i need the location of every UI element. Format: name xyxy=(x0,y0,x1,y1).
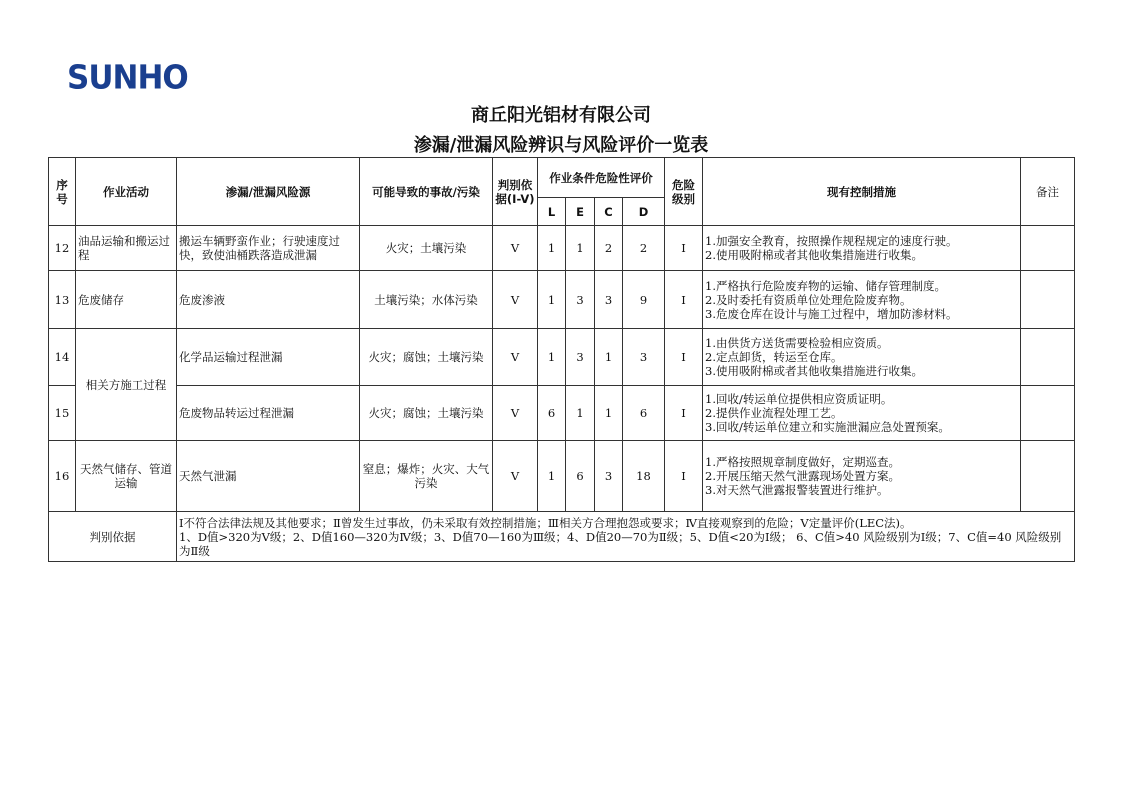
header-C: C xyxy=(595,198,623,226)
row-seq: 15 xyxy=(49,386,76,441)
header-row xyxy=(49,158,1075,198)
row-source: 搬运车辆野蛮作业；行驶速度过快，致使油桶跌落造成泄漏 xyxy=(177,226,360,271)
header-measures: 现有控制措施 xyxy=(703,158,1021,226)
row-accident: 火灾；土壤污染 xyxy=(360,226,493,271)
measure-line: 2.提供作业流程处理工艺。 xyxy=(705,406,843,420)
row-level: Ⅰ xyxy=(665,329,703,386)
measure-line: 1.由供货方送货需要检验相应资质。 xyxy=(705,336,889,350)
row-remark xyxy=(1021,226,1075,271)
row-L: 1 xyxy=(538,271,566,329)
measure-line: 3.回收/转运单位建立和实施泄漏应急处置预案。 xyxy=(705,420,950,434)
header-accident: 可能导致的事故/污染 xyxy=(360,158,493,226)
footer-criteria xyxy=(177,512,1075,562)
row-activity: 天然气储存、管道运输 xyxy=(76,441,177,512)
row-level: Ⅰ xyxy=(665,441,703,512)
row-accident: 土壤污染；水体污染 xyxy=(360,271,493,329)
header-level: 危险级别 xyxy=(665,158,703,226)
row-L: 1 xyxy=(538,441,566,512)
measure-line: 3.对天然气泄露报警装置进行维护。 xyxy=(705,483,889,497)
row-level: Ⅰ xyxy=(665,271,703,329)
row-C: 1 xyxy=(595,329,623,386)
measure-line: 1.严格按照规章制度做好，定期巡查。 xyxy=(705,455,900,469)
row-measures xyxy=(703,329,1021,386)
header-seq: 序号 xyxy=(49,158,76,226)
row-source: 化学品运输过程泄漏 xyxy=(177,329,360,386)
row-basis: V xyxy=(493,226,538,271)
measure-line: 1.加强安全教育，按照操作规程规定的速度行驶。 xyxy=(705,234,958,248)
row-basis: V xyxy=(493,441,538,512)
measure-line: 1.严格执行危险废弃物的运输、储存管理制度。 xyxy=(705,278,946,293)
measure-line: 2.开展压缩天然气泄露现场处置方案。 xyxy=(705,469,900,483)
row-D: 3 xyxy=(623,329,665,386)
header-remark: 备注 xyxy=(1021,158,1075,226)
header-L: L xyxy=(538,198,566,226)
table-row xyxy=(49,386,1075,441)
row-remark xyxy=(1021,271,1075,329)
row-level: Ⅰ xyxy=(665,386,703,441)
row-E: 3 xyxy=(566,271,595,329)
row-basis: V xyxy=(493,386,538,441)
header-basis: 判别依据(I-V) xyxy=(493,158,538,226)
footer-line: 1、D值>320为Ⅴ级；2、D值160—320为Ⅳ级；3、D值70—160为Ⅲ级；4、D值20—70为Ⅱ级；5、D值<20为Ⅰ级； 6、C值>40 风险级别为Ⅰ级；7、C值=40 风险级别为Ⅱ级 xyxy=(179,529,1062,558)
row-measures xyxy=(703,386,1021,441)
measure-line: 1.回收/转运单位提供相应资质证明。 xyxy=(705,392,893,406)
row-seq: 12 xyxy=(49,226,76,271)
measure-line: 2.定点卸货，转运至仓库。 xyxy=(705,350,843,364)
footer-label: 判别依据 xyxy=(49,512,177,562)
row-remark xyxy=(1021,386,1075,441)
row-seq: 16 xyxy=(49,441,76,512)
row-D: 2 xyxy=(623,226,665,271)
row-measures xyxy=(703,226,1021,271)
company-logo: SUNHO xyxy=(67,59,188,97)
header-source: 渗漏/泄漏风险源 xyxy=(177,158,360,226)
row-L: 6 xyxy=(538,386,566,441)
row-activity: 危废储存 xyxy=(76,271,177,329)
row-seq: 14 xyxy=(49,329,76,386)
risk-assessment-table xyxy=(48,157,1075,562)
row-remark xyxy=(1021,329,1075,386)
row-accident: 窒息；爆炸；火灾、大气污染 xyxy=(360,441,493,512)
row-accident: 火灾；腐蚀；土壤污染 xyxy=(360,386,493,441)
row-source: 危废渗液 xyxy=(177,271,360,329)
row-D: 9 xyxy=(623,271,665,329)
row-basis: V xyxy=(493,271,538,329)
table-title: 渗漏/泄漏风险辨识与风险评价一览表 xyxy=(413,135,709,156)
row-E: 1 xyxy=(566,386,595,441)
row-source: 危废物品转运过程泄漏 xyxy=(177,386,360,441)
row-measures xyxy=(703,271,1021,329)
measure-line: 3.危废仓库在设计与施工过程中，增加防渗材料。 xyxy=(705,306,958,321)
measure-line: 2.及时委托有资质单位处理危险废弃物。 xyxy=(705,292,912,307)
table-row xyxy=(49,329,1075,386)
footer-row xyxy=(49,512,1075,562)
row-D: 6 xyxy=(623,386,665,441)
row-basis: V xyxy=(493,329,538,386)
row-measures xyxy=(703,441,1021,512)
row-E: 6 xyxy=(566,441,595,512)
header-activity: 作业活动 xyxy=(76,158,177,226)
company-title: 商丘阳光铝材有限公司 xyxy=(471,105,651,126)
row-L: 1 xyxy=(538,329,566,386)
row-remark xyxy=(1021,441,1075,512)
row-C: 1 xyxy=(595,386,623,441)
row-E: 1 xyxy=(566,226,595,271)
table-row xyxy=(49,441,1075,512)
row-C: 3 xyxy=(595,441,623,512)
table-row xyxy=(49,226,1075,271)
row-source: 天然气泄漏 xyxy=(177,441,360,512)
row-E: 3 xyxy=(566,329,595,386)
table-row xyxy=(49,271,1075,329)
row-activity: 油品运输和搬运过程 xyxy=(76,226,177,271)
row-activity: 相关方施工过程 xyxy=(76,329,177,441)
footer-line: Ⅰ不符合法律法规及其他要求；Ⅱ曾发生过事故，仍未采取有效控制措施；Ⅲ相关方合理抱怨或要求；Ⅳ直接观察到的危险；Ⅴ定量评价(LEC法)。 xyxy=(179,515,912,530)
header-D: D xyxy=(623,198,665,226)
row-L: 1 xyxy=(538,226,566,271)
measure-line: 3.使用吸附棉或者其他收集措施进行收集。 xyxy=(705,364,923,378)
header-condition: 作业条件危险性评价 xyxy=(538,158,665,198)
row-C: 2 xyxy=(595,226,623,271)
row-level: Ⅰ xyxy=(665,226,703,271)
measure-line: 2.使用吸附棉或者其他收集措施进行收集。 xyxy=(705,248,923,262)
row-accident: 火灾；腐蚀；土壤污染 xyxy=(360,329,493,386)
row-D: 18 xyxy=(623,441,665,512)
row-C: 3 xyxy=(595,271,623,329)
row-seq: 13 xyxy=(49,271,76,329)
header-E: E xyxy=(566,198,595,226)
